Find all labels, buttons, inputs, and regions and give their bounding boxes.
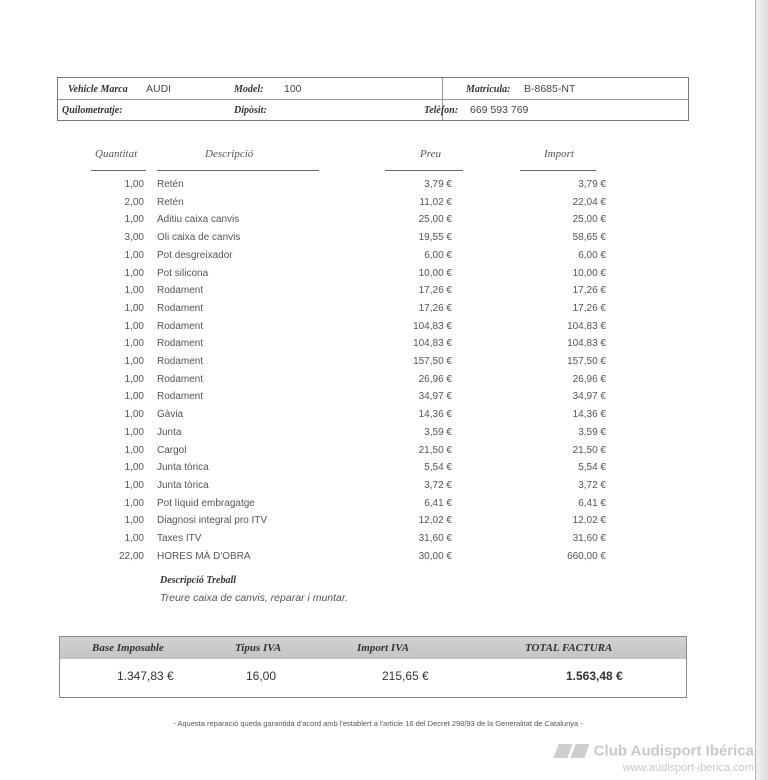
row-import: 5,54 € xyxy=(578,462,606,474)
row-description: Junta tòrica xyxy=(157,462,209,474)
row-quantity: 22,00 xyxy=(118,550,144,562)
row-quantity: 1,00 xyxy=(124,426,144,438)
audisport-logo-icon xyxy=(554,744,590,758)
table-row xyxy=(0,195,768,213)
totals-header-band xyxy=(60,637,686,659)
table-row xyxy=(0,266,768,284)
col-underline-descripcio xyxy=(157,170,319,171)
row-description: Diagnosi integral pro ITV xyxy=(157,515,268,527)
row-description: Rodament xyxy=(157,338,204,350)
row-price: 30,00 € xyxy=(418,550,452,562)
col-head-quantitat: Quantitat xyxy=(95,148,138,160)
row-description: Junta xyxy=(157,426,182,438)
vehicle-box-divider xyxy=(58,99,688,100)
row-description: Taxes ITV xyxy=(157,533,202,544)
table-row xyxy=(0,248,768,266)
row-import: 17,26 € xyxy=(572,285,606,297)
vehicle-matricula-value: B-8685-NT xyxy=(524,83,576,95)
totals-box xyxy=(59,636,687,698)
row-quantity: 1,00 xyxy=(124,356,144,367)
row-import: 6,41 € xyxy=(578,497,606,509)
table-row xyxy=(0,230,768,248)
row-import: 22,04 € xyxy=(572,196,606,208)
vehicle-info-box xyxy=(57,77,689,121)
totals-import-iva-value: 215,65 € xyxy=(382,669,429,683)
row-price: 17,26 € xyxy=(418,302,452,314)
row-price: 17,26 € xyxy=(418,285,452,297)
table-row xyxy=(0,513,768,531)
table-row xyxy=(0,425,768,443)
col-head-import: Import xyxy=(544,148,574,160)
row-price: 19,55 € xyxy=(418,232,452,244)
vehicle-km-label: Quilometratje: xyxy=(62,105,123,116)
vehicle-telefon-label: Telèfon: xyxy=(424,105,459,116)
row-quantity: 1,00 xyxy=(124,462,144,474)
table-row xyxy=(0,389,768,407)
vehicle-model-label: Model: xyxy=(234,84,264,95)
row-import: 31,60 € xyxy=(572,533,606,544)
row-description: Rodament xyxy=(157,285,204,297)
row-quantity: 1,00 xyxy=(124,373,144,385)
row-description: Pot líquid embragatge xyxy=(157,497,255,509)
vehicle-marca-label: Vehicle Marca xyxy=(68,84,128,95)
row-import: 10,00 € xyxy=(572,267,606,279)
row-quantity: 1,00 xyxy=(124,409,144,421)
row-price: 104,83 € xyxy=(413,338,452,350)
totals-tipus-value: 16,00 xyxy=(246,669,277,683)
totals-base-value: 1.347,83 € xyxy=(117,669,174,683)
row-quantity: 1,00 xyxy=(124,497,144,509)
vehicle-model-value: 100 xyxy=(284,83,302,95)
row-import: 17,26 € xyxy=(572,302,606,314)
table-row xyxy=(0,177,768,195)
watermark-title: Club Audisport Ibérica xyxy=(593,742,754,760)
totals-total-label: TOTAL FACTURA xyxy=(525,642,613,654)
row-price: 157,50 € xyxy=(413,356,452,367)
row-price: 21,50 € xyxy=(418,444,452,456)
table-row xyxy=(0,212,768,230)
row-price: 3,79 € xyxy=(424,179,452,190)
table-row xyxy=(0,531,768,549)
row-description: Rodament xyxy=(157,302,204,314)
totals-total-value: 1.563,48 € xyxy=(566,669,623,683)
row-import: 3,59 € xyxy=(578,426,606,438)
row-price: 34,97 € xyxy=(418,391,452,403)
row-quantity: 1,00 xyxy=(124,302,144,314)
table-row xyxy=(0,301,768,319)
row-quantity: 3,00 xyxy=(124,232,144,244)
table-row xyxy=(0,478,768,496)
row-description: Aditiu caixa canvis xyxy=(157,214,240,226)
table-row xyxy=(0,443,768,461)
row-price: 104,83 € xyxy=(413,320,452,332)
row-description: Pot silicona xyxy=(157,267,209,279)
row-description: Rodament xyxy=(157,373,204,385)
vehicle-marca-value: AUDI xyxy=(146,83,172,95)
row-description: Rodament xyxy=(157,391,204,403)
row-quantity: 1,00 xyxy=(124,479,144,491)
row-price: 6,00 € xyxy=(424,249,452,261)
row-import: 21,50 € xyxy=(572,444,606,456)
row-import: 14,36 € xyxy=(572,409,606,421)
work-description-text: Treure caixa de canvis, reparar i muntar. xyxy=(160,592,348,604)
row-quantity: 1,00 xyxy=(124,533,144,544)
work-description-label: Descripció Treball xyxy=(160,575,237,586)
row-description: Rodament xyxy=(157,320,204,332)
col-underline-quantitat xyxy=(91,170,146,171)
row-import: 104,83 € xyxy=(567,320,606,332)
table-row xyxy=(0,336,768,354)
watermark-url: www.audisport-iberica.com xyxy=(622,762,754,774)
row-import: 6,00 € xyxy=(578,249,606,261)
table-row xyxy=(0,496,768,514)
row-description: Retén xyxy=(157,196,184,208)
row-quantity: 1,00 xyxy=(124,338,144,350)
row-quantity: 1,00 xyxy=(124,179,144,190)
table-row xyxy=(0,460,768,478)
table-row xyxy=(0,372,768,390)
row-quantity: 1,00 xyxy=(124,444,144,456)
row-price: 25,00 € xyxy=(418,214,452,226)
row-quantity: 1,00 xyxy=(124,214,144,226)
row-quantity: 1,00 xyxy=(124,267,144,279)
row-description: Oli caixa de canvis xyxy=(157,232,241,244)
row-description: HORES MÀ D'OBRA xyxy=(157,550,251,562)
row-description: Rodament xyxy=(157,356,204,367)
totals-base-label: Base Imposable xyxy=(92,642,164,654)
row-import: 3,72 € xyxy=(578,479,606,491)
totals-tipus-label: Tipus IVA xyxy=(235,642,282,654)
row-quantity: 2,00 xyxy=(124,196,144,208)
col-head-descripcio: Descripció xyxy=(205,148,254,160)
row-import: 660,00 € xyxy=(567,550,606,562)
warranty-footnote: - Aquesta reparació queda garantida d'acord amb l'establert a l'article 16 del Decret 298/93 de la Generalitat de Catalunya - xyxy=(173,719,583,728)
row-description: Cargol xyxy=(157,444,187,456)
table-row xyxy=(0,549,768,567)
table-row xyxy=(0,283,768,301)
totals-import-iva-label: Import IVA xyxy=(357,642,410,654)
table-row xyxy=(0,354,768,372)
row-description: Junta tòrica xyxy=(157,479,209,491)
watermark xyxy=(554,742,754,774)
row-price: 6,41 € xyxy=(424,497,452,509)
row-quantity: 1,00 xyxy=(124,249,144,261)
row-price: 12,02 € xyxy=(418,515,452,527)
row-import: 157,50 € xyxy=(567,356,606,367)
row-description: Retén xyxy=(157,179,184,190)
vehicle-diposit-label: Dipòsit: xyxy=(234,105,267,116)
table-row xyxy=(0,319,768,337)
row-price: 3,59 € xyxy=(424,426,452,438)
row-import: 12,02 € xyxy=(572,515,606,527)
row-price: 26,96 € xyxy=(418,373,452,385)
row-import: 25,00 € xyxy=(572,214,606,226)
table-row xyxy=(0,407,768,425)
row-quantity: 1,00 xyxy=(124,320,144,332)
col-underline-preu xyxy=(385,170,463,171)
row-price: 5,54 € xyxy=(424,462,452,474)
vehicle-matricula-label: Matricula: xyxy=(466,84,511,95)
row-import: 3,79 € xyxy=(578,179,606,190)
row-price: 3,72 € xyxy=(424,479,452,491)
vehicle-telefon-value: 669 593 769 xyxy=(470,104,529,116)
row-price: 10,00 € xyxy=(418,267,452,279)
row-import: 58,65 € xyxy=(572,232,606,244)
row-description: Gàvia xyxy=(157,409,184,421)
row-import: 34,97 € xyxy=(572,391,606,403)
row-price: 14,36 € xyxy=(418,409,452,421)
row-price: 11,02 € xyxy=(419,196,452,208)
row-quantity: 1,00 xyxy=(124,285,144,297)
col-head-preu: Preu xyxy=(420,148,441,160)
row-import: 104,83 € xyxy=(567,338,606,350)
row-quantity: 1,00 xyxy=(124,515,144,527)
row-quantity: 1,00 xyxy=(124,391,144,403)
row-price: 31,60 € xyxy=(418,533,452,544)
row-description: Pot desgreixador xyxy=(157,249,233,261)
col-underline-import xyxy=(520,170,596,171)
row-import: 26,96 € xyxy=(572,373,606,385)
